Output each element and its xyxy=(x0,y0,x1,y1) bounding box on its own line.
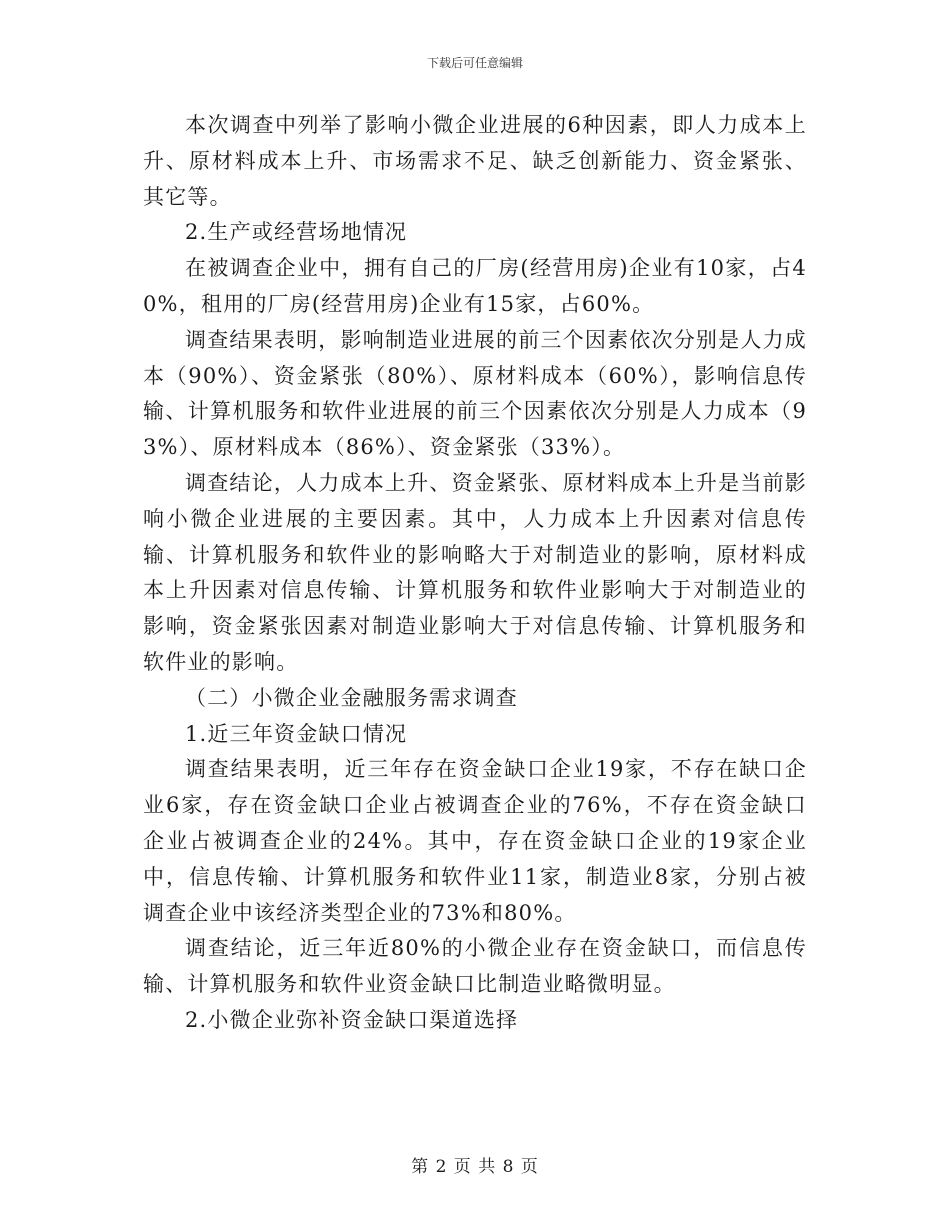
paragraph-factor-results: 调查结果表明，影响制造业进展的前三个因素依次分别是人力成本（90%）、资金紧张（80%）、原材料成本（60%），影响信息传输、计算机服务和软件业进展的前三个因素依次分别是人力成本（93%）、原材料成本（86%）、资金紧张（33%）。 xyxy=(143,327,807,460)
section-heading-finance-survey: （二）小微企业金融服务需求调查 xyxy=(185,685,518,710)
paragraph-factor-conclusion: 调查结论，人力成本上升、资金紧张、原材料成本上升是当前影响小微企业进展的主要因素。其中，人力成本上升因素对信息传输、计算机服务和软件业的影响略大于对制造业的影响，原材料成本上升因素对信息传输、计算机服务和软件业影响大于对制造业的影响，资金紧张因素对制造业影响大于对信息传输、计算机服务和软件业的影响。 xyxy=(143,470,807,674)
section-heading-premises: 2.生产或经营场地情况 xyxy=(185,220,408,245)
paragraph-premises: 在被调查企业中，拥有自己的厂房(经营用房)企业有10家，占40%，租用的厂房(经营用房)企业有15家，占60%。 xyxy=(143,256,807,316)
section-heading-funding-gap: 1.近三年资金缺口情况 xyxy=(185,721,408,746)
paragraph-factors-intro: 本次调查中列举了影响小微企业进展的6种因素，即人力成本上升、原材料成本上升、市场需求不足、缺乏创新能力、资金紧张、其它等。 xyxy=(143,113,807,209)
document-body xyxy=(143,108,807,1039)
page-header-note: 下载后可任意编辑 xyxy=(426,56,523,70)
section-heading-funding-channels: 2.小微企业弥补资金缺口渠道选择 xyxy=(185,1007,519,1032)
page-number: 第 2 页 共 8 页 xyxy=(411,1157,539,1177)
paragraph-funding-gap-results: 调查结果表明，近三年存在资金缺口企业19家，不存在缺口企业6家，存在资金缺口企业占被调查企业的76%，不存在资金缺口企业占被调查企业的24%。其中，存在资金缺口企业的19家企业中，信息传输、计算机服务和软件业11家，制造业8家，分别占被调查企业中该经济类型企业的73%和80%。 xyxy=(143,757,807,925)
paragraph-funding-gap-conclusion: 调查结论，近三年近80%的小微企业存在资金缺口，而信息传输、计算机服务和软件业资金缺口比制造业略微明显。 xyxy=(143,936,807,997)
